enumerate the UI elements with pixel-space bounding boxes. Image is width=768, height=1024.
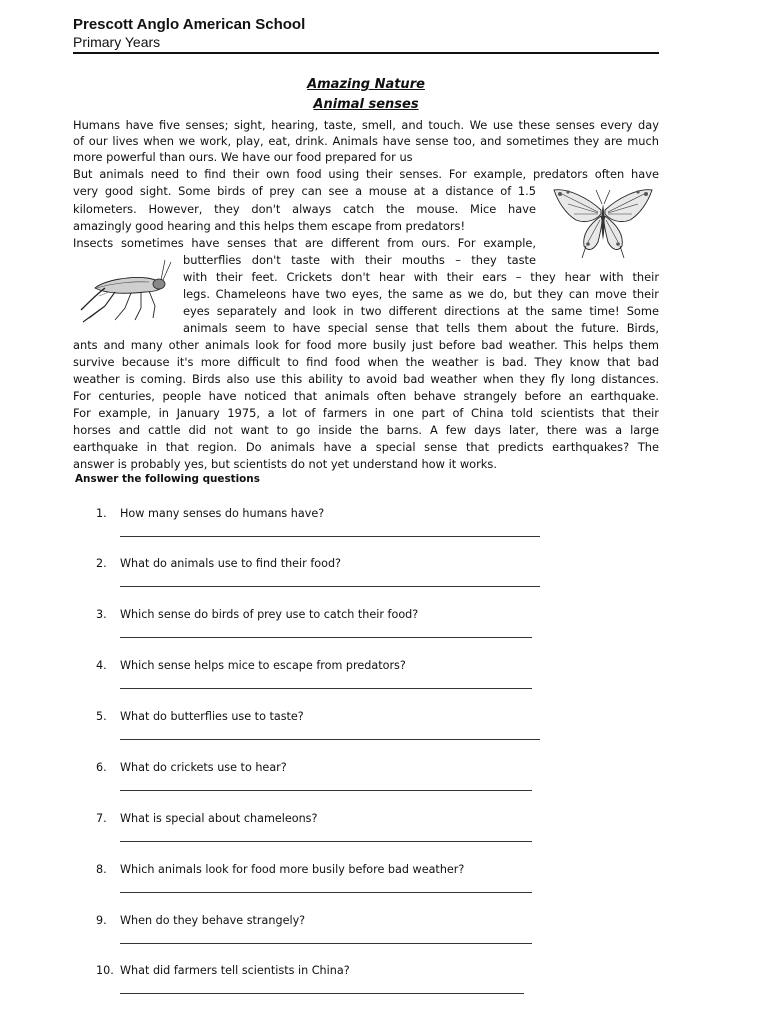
passage-line: weather is coming. Birds also use this ability to avoid bad weather when they fly long distances. (73, 372, 659, 386)
passage-line: more powerful than ours. We have our food prepared for us (73, 150, 413, 164)
passage-line: horses and cattle did not want to go inside the barns. A few days later, there was a large (73, 423, 659, 437)
question-item (96, 608, 418, 622)
sub-title: Animal senses (313, 97, 419, 112)
question-number: 8. (96, 863, 107, 876)
question-item (96, 507, 324, 521)
butterfly-illustration (548, 180, 658, 262)
question-item (96, 557, 341, 571)
question-text: What do animals use to find their food? (120, 557, 341, 570)
passage-line: answer is probably yes, but scientists do not yet understand how it works. (73, 457, 497, 471)
question-number: 6. (96, 761, 107, 774)
answer-line[interactable] (120, 688, 532, 689)
question-item (96, 812, 317, 826)
question-item (96, 710, 304, 724)
passage-line: with their feet. Crickets don't hear with their ears – they hear with their (183, 270, 659, 284)
passage-line: amazingly good hearing and this helps them escape from predators! (73, 219, 466, 233)
answer-line[interactable] (120, 790, 532, 791)
school-name: Prescott Anglo American School (73, 16, 306, 33)
question-text: Which sense helps mice to escape from predators? (120, 659, 406, 672)
question-number: 2. (96, 557, 107, 570)
question-item (96, 863, 464, 877)
questions-heading: Answer the following questions (75, 473, 260, 485)
passage-line: For centuries, people have noticed that animals often behave strangely before an earthquake. (73, 389, 659, 403)
header-rule (73, 52, 659, 54)
passage-line: earthquake in that region. Do animals have a special sense that predicts earthquakes? The (73, 440, 659, 454)
question-number: 4. (96, 659, 107, 672)
passage-line: survive because it's more difficult to find food when the weather is bad. They know that bad (73, 355, 659, 369)
question-text: What do crickets use to hear? (120, 761, 287, 774)
question-text: Which animals look for food more busily before bad weather? (120, 863, 465, 876)
question-item (96, 659, 406, 673)
passage-line: Insects sometimes have senses that are different from ours. For example, (73, 236, 536, 250)
school-level: Primary Years (73, 34, 161, 50)
question-text: When do they behave strangely? (120, 914, 306, 927)
answer-line[interactable] (120, 943, 532, 944)
question-number: 10. (96, 964, 114, 977)
passage-line: kilometers. However, they don't always catch the mouse. Mice have (73, 202, 536, 216)
question-text: How many senses do humans have? (120, 507, 325, 520)
question-number: 3. (96, 608, 107, 621)
passage-line: animals seem to have special sense that tells them about the future. Birds, (183, 321, 659, 335)
main-title: Amazing Nature (307, 77, 425, 92)
question-number: 5. (96, 710, 107, 723)
passage-line: eyes separately and look in two different directions at the same time! Some (183, 304, 659, 318)
answer-line[interactable] (120, 892, 532, 893)
passage-line: legs. Chameleons have two eyes, the same as we do, but they can move their (183, 287, 659, 301)
question-text: What is special about chameleons? (120, 812, 318, 825)
question-number: 1. (96, 507, 107, 520)
answer-line[interactable] (120, 841, 532, 842)
passage-line: For example, in January 1975, a lot of farmers in one part of China told scientists that their (73, 406, 659, 420)
passage-line: ants and many other animals look for food more busily just before bad weather. This helps them (73, 338, 659, 352)
header (73, 15, 659, 51)
passage-line: But animals need to find their own food using their senses. For example, predators often have (73, 167, 659, 181)
passage-line: very good sight. Some birds of prey can see a mouse at a distance of 1.5 (73, 184, 536, 198)
question-text: Which sense do birds of prey use to catch their food? (120, 608, 419, 621)
answer-line[interactable] (120, 586, 540, 587)
passage-line: Humans have five senses; sight, hearing, taste, smell, and touch. We use these senses every day (73, 118, 659, 132)
question-text: What do butterflies use to taste? (120, 710, 304, 723)
answer-line[interactable] (120, 993, 524, 994)
question-number: 9. (96, 914, 107, 927)
answer-line[interactable] (120, 536, 540, 537)
question-item (96, 761, 287, 775)
question-text: What did farmers tell scientists in China? (120, 964, 350, 977)
question-item (96, 914, 305, 928)
answer-line[interactable] (120, 739, 540, 740)
answer-line[interactable] (120, 637, 532, 638)
passage-line: butterflies don't taste with their mouths – they taste (183, 253, 536, 267)
question-item (96, 964, 350, 978)
question-number: 7. (96, 812, 107, 825)
cricket-illustration (75, 258, 175, 324)
passage-line: of our lives when we work, play, eat, drink. Animals have sense too, and sometimes they are much (73, 134, 659, 148)
